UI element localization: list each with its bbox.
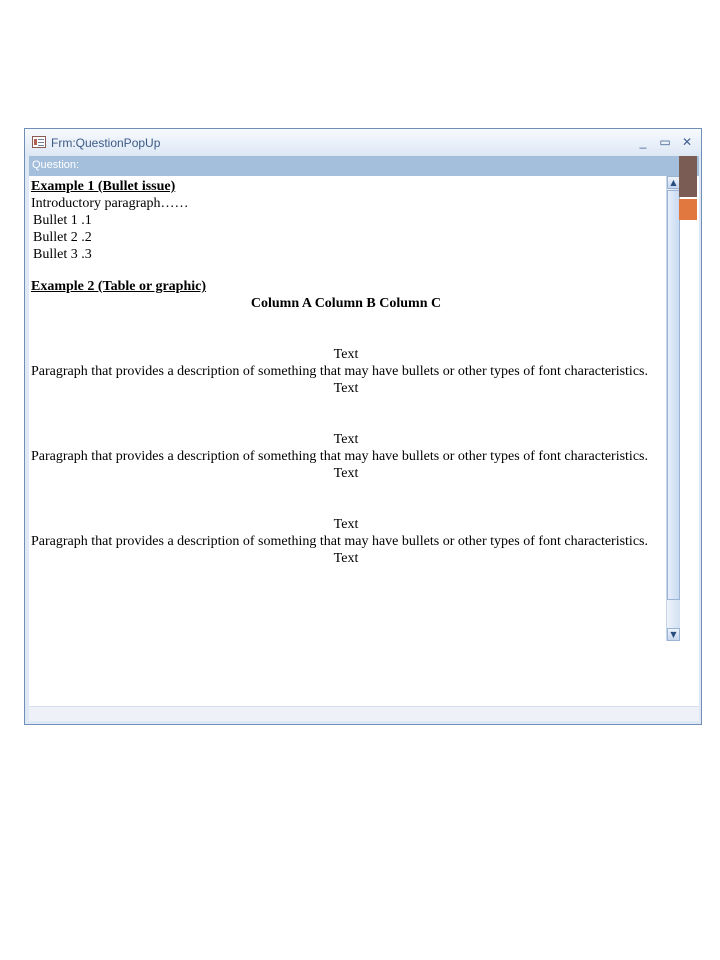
window-title: Frm:QuestionPopUp (51, 136, 161, 150)
question-textbox[interactable] (29, 176, 699, 706)
row-top-text: Text (333, 432, 359, 447)
bullet-item: Bullet 3 .3 (33, 247, 92, 262)
row-bottom-text: Text (333, 551, 359, 566)
intro-paragraph: Introductory paragraph…… (31, 196, 189, 211)
spacer (31, 312, 661, 346)
row-top-text: Text (333, 347, 359, 362)
question-header (29, 156, 699, 176)
row-top-text: Text (333, 517, 359, 532)
scrollbar-thumb[interactable] (667, 190, 680, 600)
bullet-item: Bullet 1 .1 (33, 213, 92, 228)
form-icon (32, 136, 46, 148)
maximize-button[interactable]: ▭ (659, 135, 671, 149)
accent-block-dark (679, 156, 697, 197)
spacer (31, 397, 661, 431)
row-paragraph: Paragraph that provides a description of something that may have bullets or other types of font characteristics. (31, 449, 648, 464)
row-bottom-text: Text (333, 466, 359, 481)
question-popup-window (24, 128, 702, 725)
title-bar[interactable] (25, 129, 701, 156)
spacer (31, 263, 661, 278)
row-paragraph: Paragraph that provides a description of something that may have bullets or other types of font characteristics. (31, 364, 648, 379)
question-content (31, 178, 661, 567)
scroll-down-arrow-icon[interactable]: ▼ (667, 628, 680, 641)
vertical-scrollbar[interactable] (666, 176, 680, 641)
row-paragraph: Paragraph that provides a description of something that may have bullets or other types of font characteristics. (31, 534, 648, 549)
scroll-up-arrow-icon[interactable]: ▲ (667, 176, 680, 189)
question-label: Question: (32, 159, 80, 171)
bullet-item: Bullet 2 .2 (33, 230, 92, 245)
row-bottom-text: Text (333, 381, 359, 396)
form-footer (29, 706, 699, 721)
accent-block-orange (679, 199, 697, 220)
spacer (31, 482, 661, 516)
example2-heading: Example 2 (Table or graphic) (31, 279, 207, 294)
example1-heading: Example 1 (Bullet issue) (31, 179, 176, 194)
close-button[interactable]: ✕ (681, 135, 693, 149)
minimize-button[interactable]: _ (639, 135, 647, 149)
column-headers: Column A Column B Column C (250, 296, 442, 311)
